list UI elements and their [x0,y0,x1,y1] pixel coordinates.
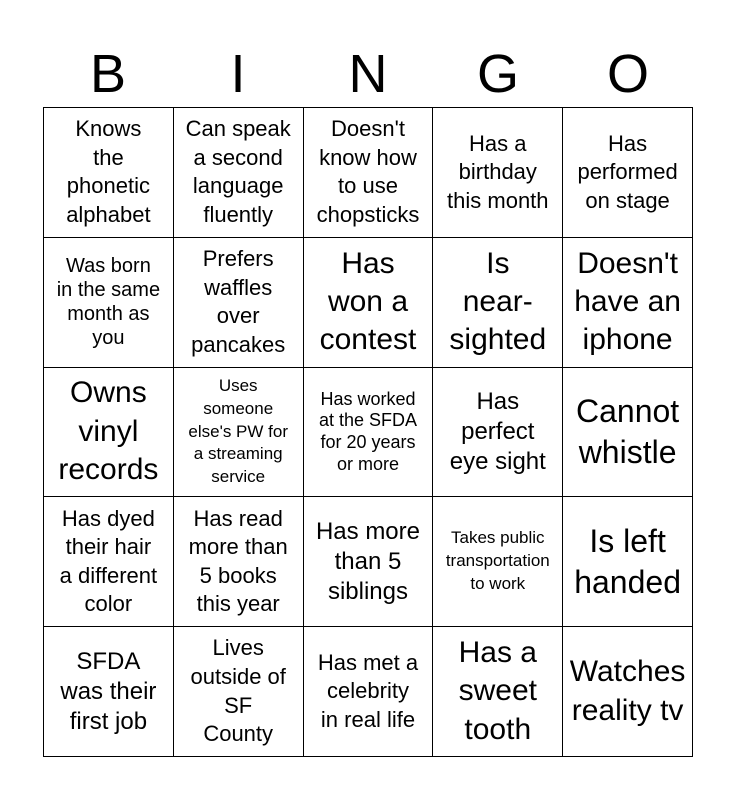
bingo-cell[interactable]: Prefers waffles over pancakes [174,238,304,368]
bingo-cell[interactable]: Has more than 5 siblings [304,497,434,627]
bingo-cell[interactable]: Has performed on stage [563,108,693,238]
header-letter-b: B [89,44,127,104]
bingo-cell[interactable]: Has met a celebrity in real life [304,627,434,757]
header-letter-n: N [348,44,388,104]
bingo-cell[interactable]: Owns vinyl records [44,368,174,498]
bingo-cell[interactable]: Has read more than 5 books this year [174,497,304,627]
bingo-header [43,40,693,108]
bingo-cell[interactable]: Doesn't know how to use chopsticks [304,108,434,238]
bingo-cell[interactable]: SFDA was their first job [44,627,174,757]
bingo-cell[interactable]: Has won a contest [304,238,434,368]
bingo-cell[interactable]: Doesn't have an iphone [563,238,693,368]
bingo-cell[interactable]: Watches reality tv [563,627,693,757]
bingo-cell[interactable]: Has perfect eye sight [433,368,563,498]
header-letter-o: O [606,44,649,104]
bingo-cell[interactable]: Can speak a second language fluently [174,108,304,238]
header-letter-i: I [230,44,246,104]
header-letter-g: G [476,44,519,104]
bingo-cell[interactable]: Takes public transportation to work [433,497,563,627]
bingo-cell[interactable]: Has worked at the SFDA for 20 years or more [304,368,434,498]
bingo-cell[interactable]: Was born in the same month as you [44,238,174,368]
bingo-grid [43,107,693,757]
bingo-cell[interactable]: Has a birthday this month [433,108,563,238]
bingo-cell[interactable]: Is left handed [563,497,693,627]
bingo-cell[interactable]: Is near- sighted [433,238,563,368]
bingo-cell[interactable]: Cannot whistle [563,368,693,498]
bingo-cell[interactable]: Has dyed their hair a different color [44,497,174,627]
bingo-cell[interactable]: Lives outside of SF County [174,627,304,757]
bingo-cell[interactable]: Has a sweet tooth [433,627,563,757]
bingo-cell[interactable]: Knows the phonetic alphabet [44,108,174,238]
bingo-cell[interactable]: Uses someone else's PW for a streaming service [174,368,304,498]
